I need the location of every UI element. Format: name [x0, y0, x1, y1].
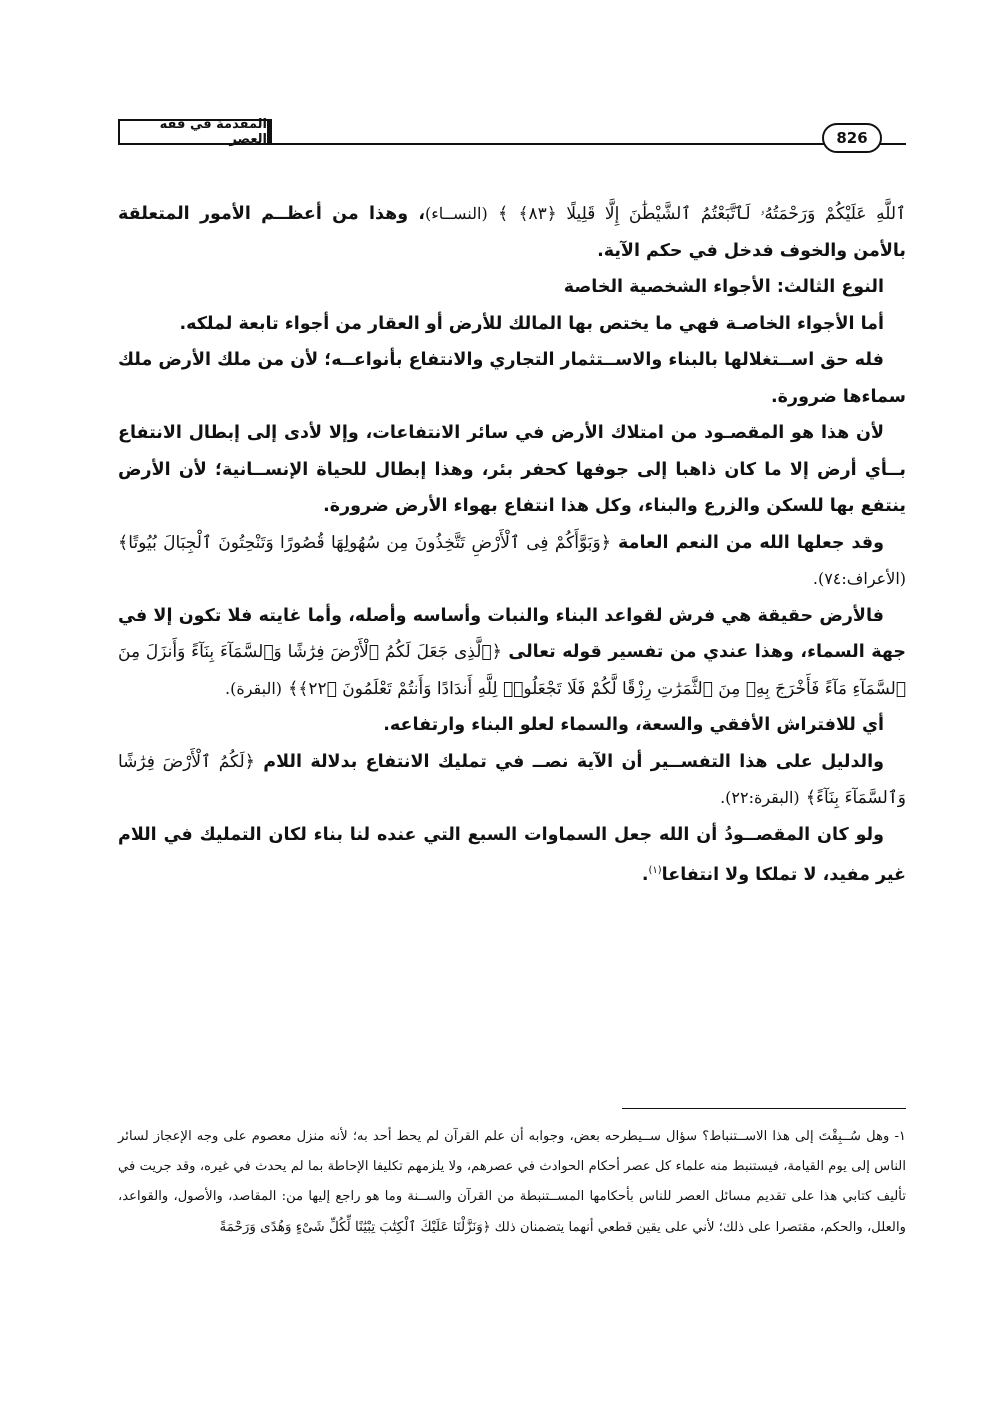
surah-reference: (النســاء) — [425, 204, 488, 223]
verse-close: ﴾ — [805, 788, 817, 808]
verse-open: ﴿ — [482, 1220, 491, 1235]
paragraph-text: وقد جعلها الله من النعم العامة — [618, 532, 885, 553]
paragraph-text: والدليل على هذا التفســير أن الآية نصــ في تمليك الانتفاع بدلالة اللام — [263, 751, 885, 772]
paragraph-8 — [118, 744, 906, 817]
page-number: 826 — [822, 123, 882, 153]
main-text — [118, 196, 906, 893]
footnote-quran: وَنَزَّلْنَا عَلَيْكَ ٱلْكِتَٰبَ تِبْيَٰنًا لِّكُلِّ شَىْءٍ وَهُدًى وَرَحْمَةً — [219, 1219, 483, 1235]
quran-verse: ٱلَّذِى جَعَلَ لَكُمُ ٱلْأَرْضَ فِرَٰشًا وَٱلسَّمَآءَ بِنَآءً وَأَنزَلَ مِنَ ٱلسَّمَآءِ مَآءً فَأَخْرَجَ بِهِۦ مِنَ ٱلثَّمَرَٰتِ رِزْقًا لَّكُمْ فَلَا تَجْعَلُوا۟ لِلَّهِ أَندَادًا وَأَنتُمْ تَعْلَمُونَ ﴿٢٢﴾ — [118, 642, 906, 699]
paragraph-9 — [118, 817, 906, 894]
paragraph-4: لأن هذا هو المقصـود من امتلاك الأرض في سائر الانتفاعات، وإلا لأدى إلى إبطال الانتفاع بــأي أرض إلا ما كان ذاهبا إلى جوفها كحفر بئر، وهذا إبطال للحياة الإنســانية؛ لأن الأرض ينتفع بها للسكن والزرع والبناء، وكل هذا انتفاع بهواء الأرض ضرورة. — [118, 423, 906, 516]
footnote-marker[interactable]: (١) — [648, 865, 662, 876]
footnote-body: ١- وهل سُــبِقْتَ إلى هذا الاســتنباط؟ سؤال ســيطرحه بعض، وجوابه أن علم القرآن لم يحط أحد به؛ لأنه منزل معصوم على وجه الإعجاز لسائر الناس إلى يوم القيامة، فيستنبط منه علماء كل عصر أحكام الحوادث في عصرهم، ولا يلزمهم تكليفا الإحاطة بما لم يحدث في غيره، وقد جريت في تأليف كتابي هذا على تقديم مسائل العصر للناس بأحكامها المســتنبطة من القرآن والســنة وما هو راجع إليها من: المقاصد، والأصول، والقواعد، والعلل، والحكم، مقتصرا على ذلك؛ لأني على يقين قطعي أنهما يتضمنان ذلك — [118, 1129, 906, 1235]
paragraph-text: ولو كان المقصــودُ أن الله جعل السماوات السبع التي عنده لنا بناء لكان التمليك في اللام غير مفيد، لا تملكا ولا انتفاعا — [118, 824, 906, 885]
paragraph-text: فالأرض حقيقة هي فرش لقواعد البناء والنبات وأساسه وأصله، وأما غايته فلا تكون إلا في جهة السماء، وهذا عندي من تفسير قوله تعالى — [118, 605, 907, 662]
verse-close: ﴾ — [497, 204, 509, 224]
paragraph-text: ، وهذا من أعظــم الأمور المتعلقة بالأمن والخوف فدخل في حكم الآية. — [118, 204, 906, 261]
quran-verse: وَبَوَّأَكُمْ فِى ٱلْأَرْضِ تَتَّخِذُونَ مِن سُهُولِهَا قُصُورًا وَتَنْحِتُونَ ٱلْجِبَالَ بُيُوتًا — [128, 532, 601, 553]
quran-verse: لَكُمُ ٱلْأَرْضَ فِرَٰشًا وَٱلسَّمَآءَ بِنَآءً — [118, 751, 906, 808]
paragraph-2: أما الأجواء الخاصـة فهي ما يختص بها المالك للأرض أو العقار من أجواء تابعة لملكه. — [179, 313, 884, 334]
paragraph-6 — [118, 598, 906, 708]
paragraph-7: أي للافتراش الأفقي والسعة، والسماء لعلو البناء وارتفاعه. — [383, 715, 884, 735]
surah-reference: (البقرة). — [225, 678, 283, 698]
paragraph-end: . — [641, 864, 649, 885]
footnote-rule — [622, 1108, 906, 1109]
section-heading: النوع الثالث: الأجواء الشخصية الخاصة — [563, 277, 884, 297]
verse-close: ﴾ — [288, 678, 299, 699]
surah-reference: (الأعراف:٧٤). — [812, 569, 906, 588]
verse-open: ﴿ — [491, 642, 502, 662]
paragraph-3: فله حق اســتغلالها بالبناء والاســتثمار التجاري والانتفاع بأنواعــه؛ لأن من ملك الأرض ملك سماءها ضرورة. — [118, 350, 906, 407]
surah-reference: (البقرة:٢٢). — [720, 788, 800, 807]
paragraph-5 — [118, 525, 906, 598]
verse-open: ﴿ — [600, 532, 611, 553]
verse-close: ﴾ — [118, 532, 129, 553]
quran-verse: ٱللَّهِ عَلَيْكُمْ وَرَحْمَتُهُۥ لَٱتَّبَعْتُمُ ٱلشَّيْطَٰنَ إِلَّا قَلِيلًا ﴿٨٣﴾ — [518, 204, 906, 224]
paragraph-1 — [118, 196, 906, 269]
footnote — [118, 1122, 906, 1243]
footnote-text — [118, 1122, 906, 1243]
book-title: المقدمة في فقه العصر — [118, 119, 272, 143]
verse-open: ﴿ — [244, 751, 255, 772]
